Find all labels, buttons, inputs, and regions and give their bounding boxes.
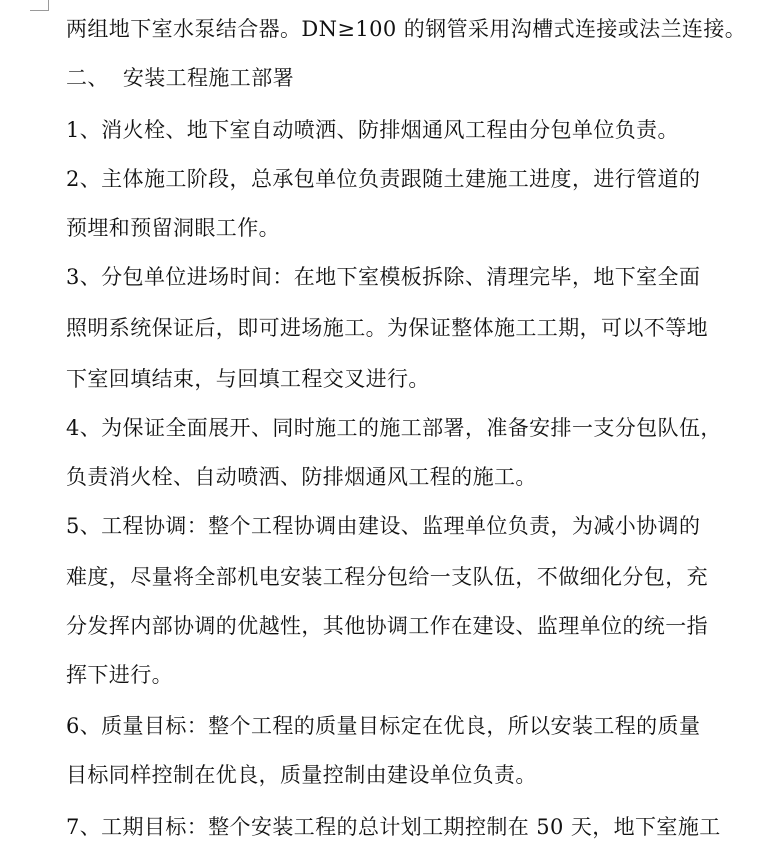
text-line-6: 照明系统保证后，即可进场施工。为保证整体施工工期，可以不等地 bbox=[66, 316, 708, 340]
section-title: 安装工程施工部署 bbox=[122, 66, 295, 90]
section-number: 二、 bbox=[66, 66, 109, 90]
text-line-13: 挥下进行。 bbox=[66, 663, 173, 687]
section-heading bbox=[66, 63, 294, 93]
text-line-4: 预埋和预留洞眼工作。 bbox=[66, 216, 280, 240]
text-line-14: 6、质量目标：整个工程的质量目标定在优良，所以安装工程的质量 bbox=[66, 714, 701, 738]
text-line-12: 分发挥内部协调的优越性，其他协调工作在建设、监理单位的统一指 bbox=[66, 614, 708, 638]
text-line-11: 难度，尽量将全部机电安装工程分包给一支队伍，不做细化分包，充 bbox=[66, 565, 708, 589]
text-line-7: 下室回填结束，与回填工程交叉进行。 bbox=[66, 367, 430, 391]
text-line-1: 两组地下室水泵结合器。DN≥100 的钢管采用沟槽式连接或法兰连接。 bbox=[66, 17, 747, 41]
text-line-10: 5、工程协调：整个工程协调由建设、监理单位负责，为减小协调的 bbox=[66, 514, 701, 538]
text-line-8: 4、为保证全面展开、同时施工的施工部署，准备安排一支分包队伍， bbox=[66, 416, 722, 440]
text-line-3: 2、主体施工阶段，总承包单位负责跟随土建施工进度，进行管道的 bbox=[66, 167, 701, 191]
text-line-16: 7、工期目标：整个安装工程的总计划工期控制在 50 天，地下室施工 bbox=[66, 815, 721, 839]
text-line-9: 负责消火栓、自动喷洒、防排烟通风工程的施工。 bbox=[66, 465, 537, 489]
page-corner-mark bbox=[30, 0, 49, 11]
text-line-15: 目标同样控制在优良，质量控制由建设单位负责。 bbox=[66, 763, 537, 787]
text-line-2: 1、消火栓、地下室自动喷洒、防排烟通风工程由分包单位负责。 bbox=[66, 118, 679, 142]
text-line-5: 3、分包单位进场时间：在地下室模板拆除、清理完毕，地下室全面 bbox=[66, 265, 701, 289]
